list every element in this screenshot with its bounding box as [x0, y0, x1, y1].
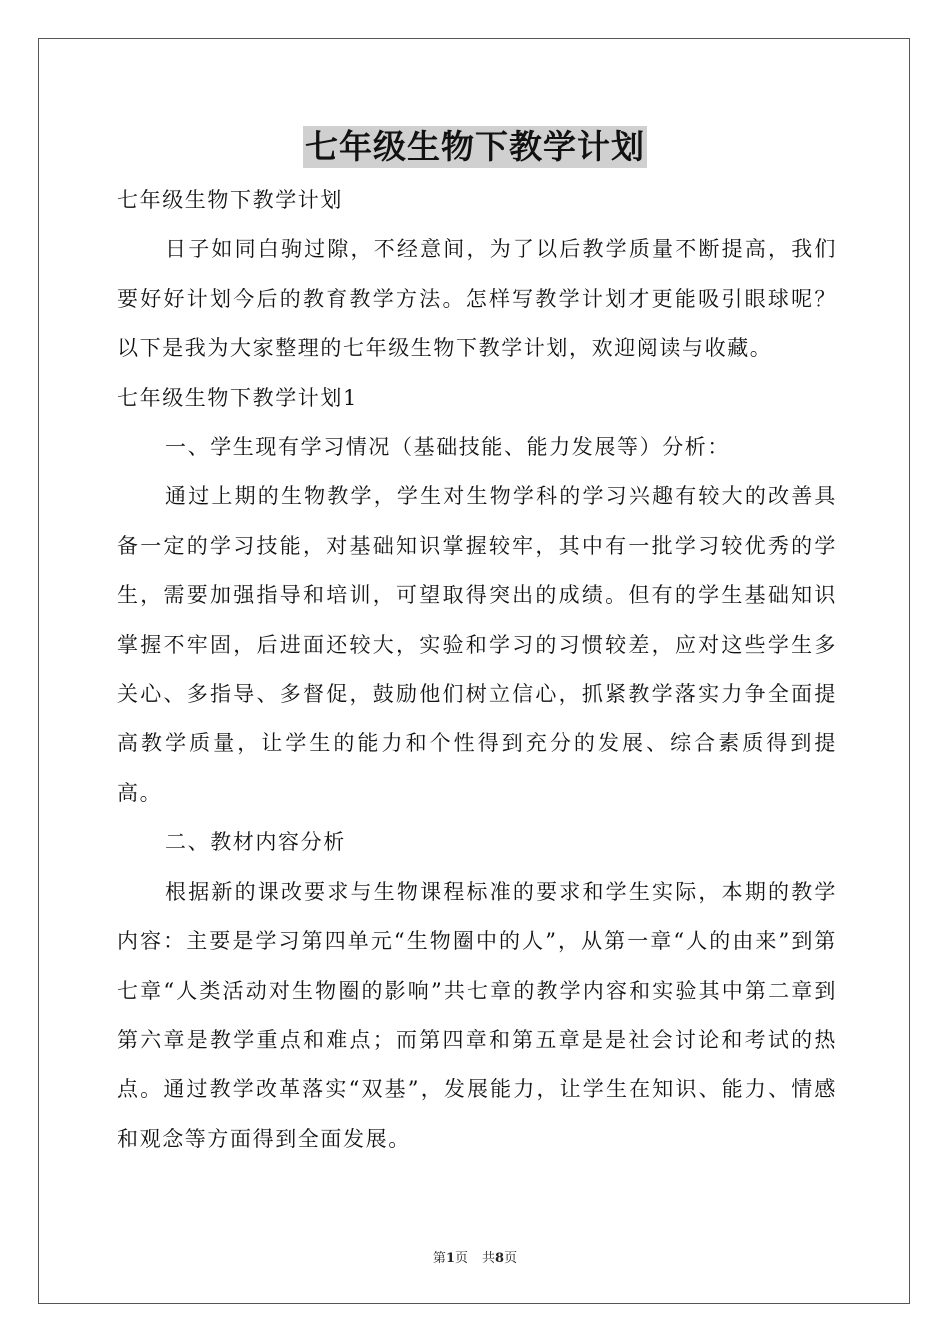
- footer-total-suffix: 页: [504, 1251, 518, 1266]
- footer-page-current: 1: [445, 1251, 455, 1266]
- footer-page-total: 8: [495, 1251, 505, 1266]
- footer-page-prefix: 第: [432, 1251, 446, 1266]
- paragraph-heading-1: 一、学生现有学习情况（基础技能、能力发展等）分析：: [165, 435, 730, 460]
- footer-page-suffix: 页: [454, 1251, 468, 1266]
- page-footer: [0, 1247, 950, 1266]
- paragraph-intro: 日子如同白驹过隙，不经意间，为了以后教学质量不断提高，我们要好好计划今后的教育教学方法。怎样写教学计划才更能吸引眼球呢？以下是我为大家整理的七年级生物下教学计划，欢迎阅读与收藏。: [117, 237, 837, 361]
- document-title-wrapper: [0, 126, 950, 168]
- document-body: [117, 176, 837, 1164]
- paragraph-heading-2: 二、教材内容分析: [165, 830, 346, 855]
- paragraph-section-heading: 七年级生物下教学计划1: [117, 385, 358, 410]
- document-title: 七年级生物下教学计划: [305, 127, 645, 166]
- paragraph-textbook-analysis: 根据新的课改要求与生物课程标准的要求和学生实际，本期的教学内容：主要是学习第四单元“生物圈中的人”，从第一章“人的由来”到第七章“人类活动对生物圈的影响”共七章的教学内容和实验其中第二章到第六章是教学重点和难点；而第四章和第五章是是社会讨论和考试的热点。通过教学改革落实“双基”，发展能力，让学生在知识、能力、情感和观念等方面得到全面发展。: [117, 879, 837, 1151]
- footer-total-prefix: 共: [482, 1251, 496, 1266]
- paragraph-student-analysis: 通过上期的生物教学，学生对生物学科的学习兴趣有较大的改善具备一定的学习技能，对基础知识掌握较牢，其中有一批学习较优秀的学生，需要加强指导和培训，可望取得突出的成绩。但有的学生基础知识掌握不牢固，后进面还较大，实验和学习的习惯较差，应对这些学生多关心、多指导、多督促，鼓励他们树立信心，抓紧教学落实力争全面提高教学质量，让学生的能力和个性得到充分的发展、综合素质得到提高。: [117, 484, 837, 805]
- paragraph-subtitle: 七年级生物下教学计划: [117, 188, 343, 212]
